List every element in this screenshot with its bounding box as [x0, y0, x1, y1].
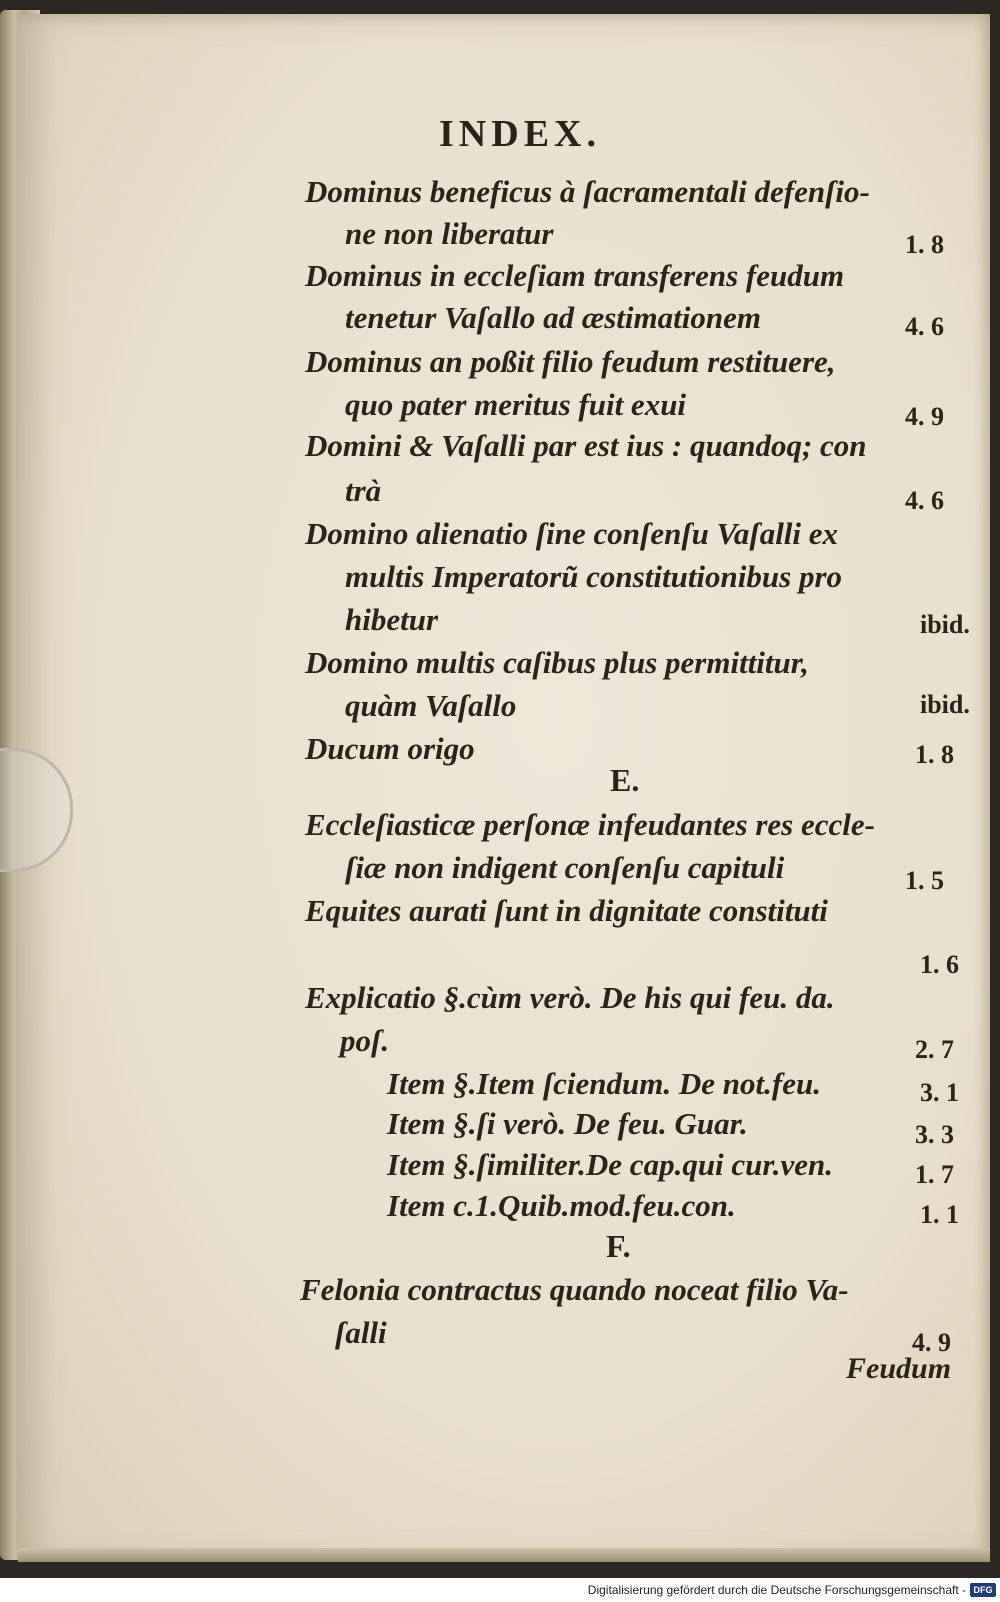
index-entry-line: quo pater meritus fuit exui: [345, 387, 687, 422]
index-entry-line: Equites aurati ſunt in dignitate constituti: [305, 893, 828, 928]
page-reference: 1. 8: [915, 740, 954, 769]
index-entry-line: Eccleſiasticæ perſonæ infeudantes res eccle-: [305, 807, 875, 842]
index-entry-line: tenetur Vaſallo ad æstimationem: [345, 300, 761, 335]
dfg-logo[interactable]: DFG: [970, 1583, 996, 1597]
index-entry-line: ſalli: [335, 1315, 387, 1350]
index-entry-line: multis Imperatorũ constitutionibus pro: [345, 559, 843, 594]
catchword: Feudum: [846, 1352, 952, 1385]
page-reference: 2. 7: [915, 1035, 954, 1064]
page-reference: 4. 6: [905, 486, 944, 515]
page-reference: ibid.: [920, 610, 970, 639]
index-entry-line: poſ.: [340, 1023, 390, 1058]
index-entry-line: Dominus an poßit filio feudum restituere,: [305, 344, 836, 379]
page-reference: 1. 6: [920, 950, 959, 979]
page-reference: 1. 5: [905, 866, 944, 895]
page-reference: 4. 6: [905, 312, 944, 341]
index-entry-line: Item §.ſi verò. De feu. Guar.: [387, 1106, 748, 1141]
index-entry-line: Item c.1.Quib.mod.feu.con.: [387, 1188, 736, 1223]
index-entry-line: Domino multis caſibus plus permittitur,: [305, 645, 809, 680]
section-letter: E.: [610, 762, 640, 798]
digitization-footer: [0, 1578, 1000, 1602]
index-entry-line: Explicatio §.cùm verò. De his qui feu. da.: [305, 980, 835, 1015]
page-reference: ibid.: [920, 690, 970, 719]
index-entry-line: Felonia contractus quando noceat filio Va-: [300, 1272, 849, 1307]
page-reference: 3. 3: [915, 1120, 954, 1149]
index-entry-line: Domino alienatio ſine conſenſu Vaſalli ex: [305, 516, 839, 551]
page-reference: 4. 9: [912, 1328, 951, 1357]
page-reference: 1. 8: [905, 230, 944, 259]
index-entry-line: Ducum origo: [305, 731, 475, 766]
footer-credit: Digitalisierung gefördert durch die Deutsche Forschungsgemeinschaft -: [587, 1583, 966, 1597]
index-entry-line: Domini & Vaſalli par est ius : quandoq; con: [305, 428, 867, 463]
page-reference: 3. 1: [920, 1078, 959, 1107]
index-entry-line: Item §.ſimiliter.De cap.qui cur.ven.: [387, 1147, 834, 1182]
page-reference: 4. 9: [905, 402, 944, 431]
index-entry-line: Dominus beneficus à ſacramentali defenſio-: [305, 174, 870, 209]
index-entry-line: Item §.Item ſciendum. De not.feu.: [387, 1066, 821, 1101]
page-reference: 1. 1: [920, 1200, 959, 1229]
page-header: INDEX.: [439, 113, 601, 155]
page-bottom-edge: [18, 1548, 990, 1562]
page-reference: 1. 7: [915, 1160, 954, 1189]
index-entry-line: ne non liberatur: [345, 216, 554, 251]
index-entry-line: Dominus in eccleſiam transferens feudum: [305, 258, 845, 293]
section-letter: F.: [606, 1228, 631, 1264]
index-entry-line: quàm Vaſallo: [345, 688, 517, 723]
index-entry-line: ſiæ non indigent conſenſu capituli: [345, 850, 785, 885]
index-entry-line: hibetur: [345, 602, 439, 637]
index-entry-line: trà: [345, 473, 382, 508]
